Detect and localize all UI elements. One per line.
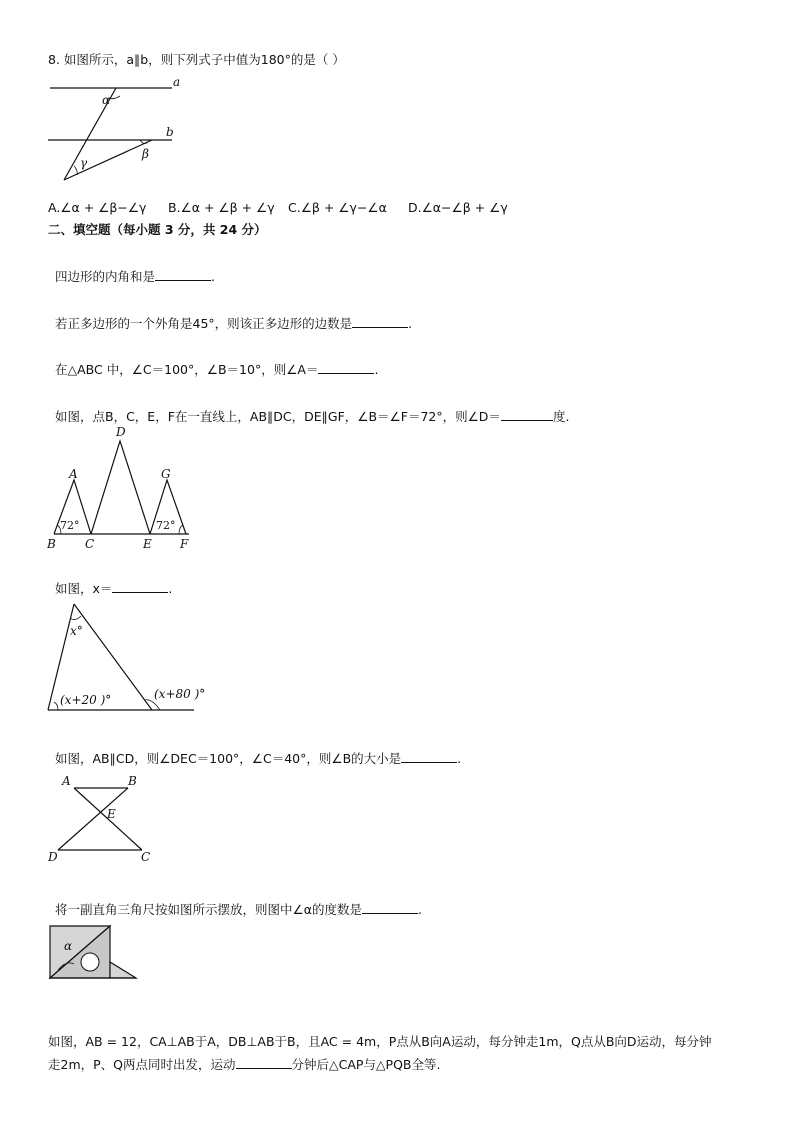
fill-q6-text: 如图，AB∥CD，则∠DEC＝100°，∠C＝40°，则∠B的大小是 (55, 751, 402, 766)
q6-label-B: B (128, 774, 137, 788)
fill-q2-blank[interactable] (352, 315, 408, 328)
q4-angle-B: 72° (60, 519, 80, 532)
q5-label-top: x° (70, 624, 83, 638)
q4-angle-F: 72° (156, 519, 176, 532)
q4-label-A: A (69, 467, 78, 481)
fill-q1-blank[interactable] (155, 268, 211, 281)
fill-q6-blank[interactable] (401, 750, 457, 763)
q4-triangles-figure (44, 424, 204, 554)
fill-q3-end: . (374, 362, 379, 377)
q6-label-C: C (141, 850, 151, 864)
q8-label-gamma: γ (80, 156, 88, 170)
q5-label-right: (x+80 )° (154, 687, 206, 701)
fill-q8-line1: 如图，AB = 12，CA⊥AB于A，DB⊥AB于B，且AC = 4m，P点从B向A运动，每分钟走1m，Q点从B向D运动，每分钟 (48, 1034, 712, 1049)
fill-q3-blank[interactable] (318, 361, 374, 374)
fill-q6 (55, 750, 461, 767)
fill-q3-text: 在△ABC 中，∠C＝100°，∠B＝10°，则∠A＝ (55, 362, 319, 377)
fill-q5 (55, 580, 172, 597)
fill-q1-end: . (211, 269, 215, 284)
q8-parallel-lines-figure (40, 74, 190, 184)
q8-option-d: D.∠α−∠β + ∠γ (408, 200, 508, 215)
fill-q6-end: . (457, 751, 462, 766)
fill-q2 (55, 315, 412, 332)
fill-q7-blank[interactable] (362, 901, 418, 914)
q5-label-left: (x+20 )° (60, 693, 112, 707)
q6-label-D: D (48, 850, 58, 864)
fill-q8-text: 走2m，P、Q两点同时出发，运动 (48, 1057, 236, 1072)
fill-q7 (55, 901, 422, 918)
fill-q4-end: 度. (552, 409, 570, 424)
fill-q4-text: 如图，点B，C，E，F在一直线上，AB∥DC，DE∥GF，∠B＝∠F＝72°，则∠D＝ (55, 409, 501, 424)
q8-label-alpha: α (102, 93, 111, 107)
q8-label-b: b (166, 125, 174, 139)
q8-option-c: C.∠β + ∠γ−∠α (288, 200, 387, 215)
fill-q2-text: 若正多边形的一个外角是45°，则该正多边形的边数是 (55, 316, 353, 331)
fill-q5-end: . (168, 581, 173, 596)
q8-label-a: a (173, 75, 181, 89)
q6-label-A: A (62, 774, 71, 788)
fill-q5-text: 如图，x＝ (55, 581, 113, 596)
fill-q4 (55, 408, 569, 425)
fill-q5-blank[interactable] (112, 580, 168, 593)
q4-label-F: F (180, 537, 189, 551)
fill-q1-text: 四边形的内角和是 (55, 269, 156, 284)
q4-label-E: E (143, 537, 152, 551)
q8-stem: 8. 如图所示，a∥b，则下列式子中值为180°的是（ ） (48, 52, 345, 67)
q8-label-beta: β (142, 147, 149, 161)
q6-hourglass-figure (44, 770, 164, 865)
fill-q4-blank[interactable] (501, 408, 553, 421)
fill-q8-end: 分钟后△CAP与△PQB全等. (291, 1057, 441, 1072)
q4-label-B: B (47, 537, 56, 551)
fill-q7-text: 将一副直角三角尺按如图所示摆放，则图中∠α的度数是 (55, 902, 362, 917)
fill-q3 (55, 361, 378, 378)
q4-label-D: D (116, 425, 126, 439)
q6-label-E: E (107, 807, 116, 821)
q8-option-b: B.∠α + ∠β + ∠γ (168, 200, 275, 215)
q7-set-squares-figure (48, 924, 143, 984)
fill-q8-line2 (48, 1056, 441, 1073)
q8-option-a: A.∠α + ∠β−∠γ (48, 200, 147, 215)
fill-q7-end: . (417, 902, 422, 917)
section-title: 二、填空题（每小题 3 分，共 24 分） (48, 222, 267, 237)
q5-triangle-figure (44, 600, 224, 715)
q4-label-G: G (161, 467, 171, 481)
fill-q1 (55, 268, 215, 285)
fill-q2-end: . (408, 316, 413, 331)
q4-label-C: C (85, 537, 95, 551)
q7-label-alpha: α (64, 939, 73, 953)
fill-q8-blank[interactable] (236, 1056, 292, 1069)
